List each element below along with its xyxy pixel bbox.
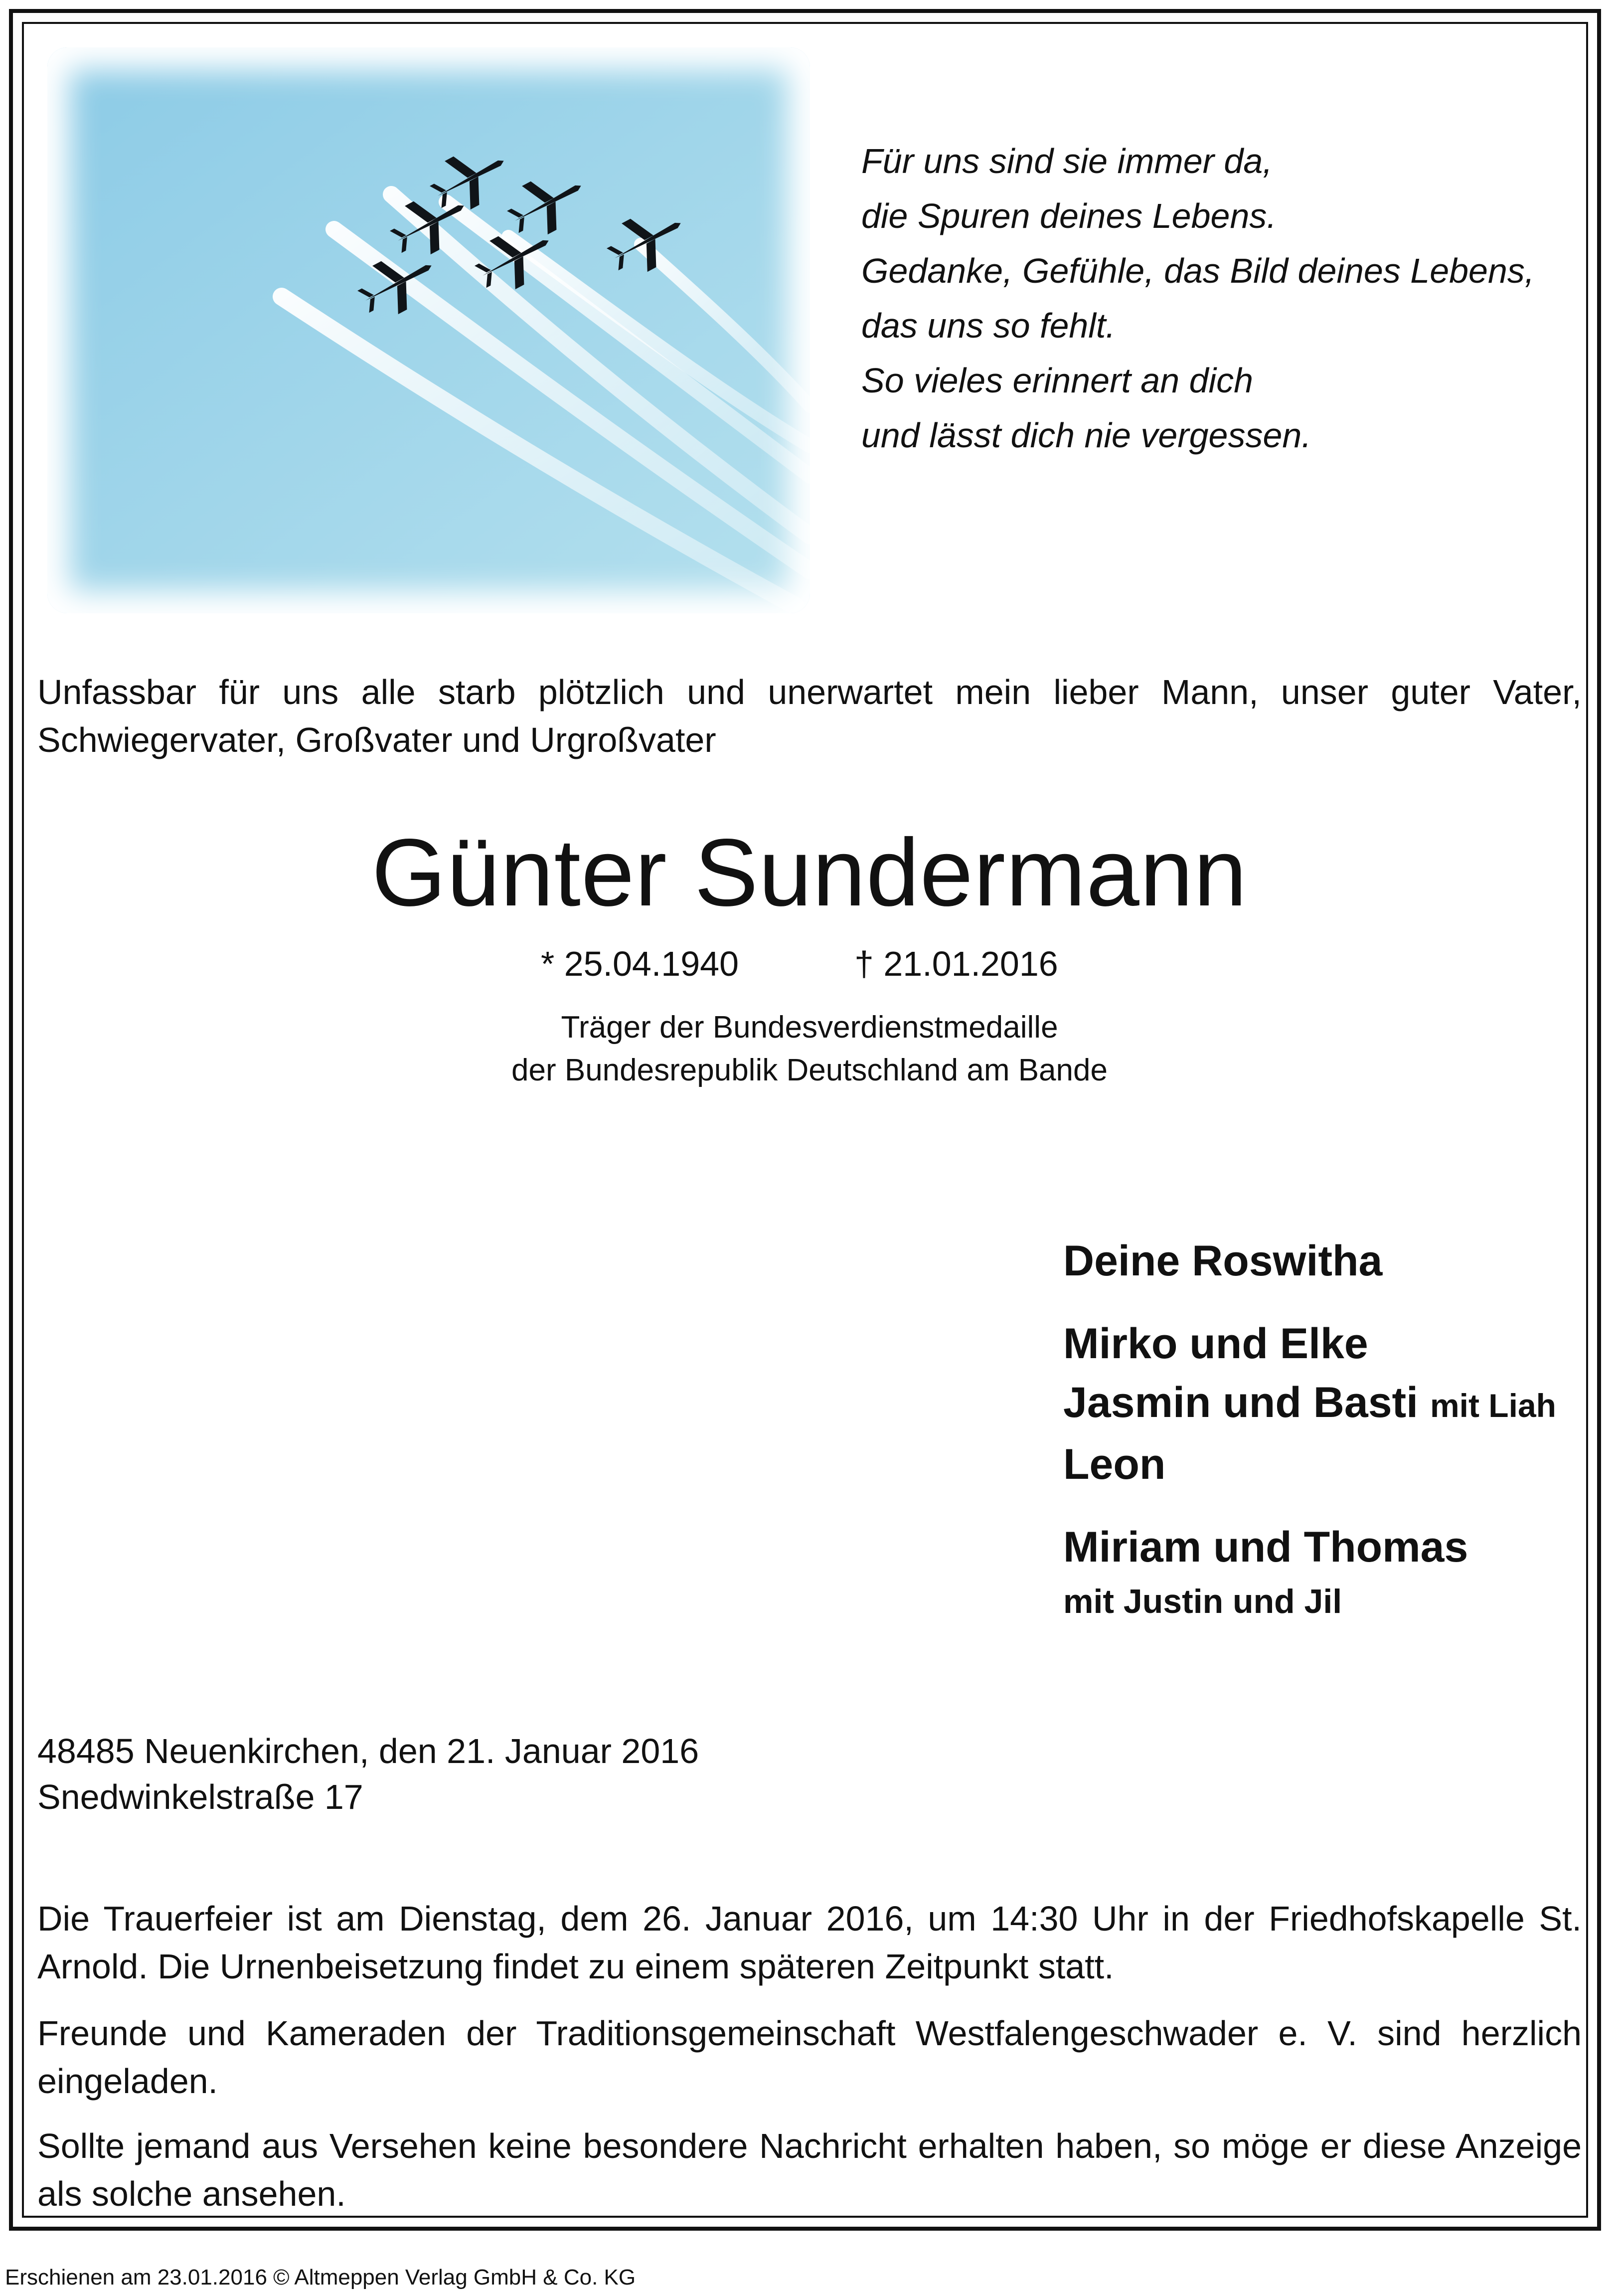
notice-paragraph: Sollte jemand aus Versehen keine besondere Nachricht erhalten haben, so möge er diese Anzeige als solche ansehen. [37, 2126, 1582, 2213]
poem-line: die Spuren deines Lebens. [861, 196, 1277, 235]
family-signatures [1063, 1232, 1592, 1626]
family-member: Deine Roswitha [1063, 1237, 1383, 1285]
family-member: Miriam und Thomas [1063, 1523, 1468, 1571]
poem-line: Für uns sind sie immer da, [861, 142, 1273, 180]
poem-line: So vieles erinnert an dich [861, 361, 1253, 400]
memorial-photo [47, 47, 810, 613]
jets-formation-icon [47, 47, 810, 613]
address-line: 48485 Neuenkirchen, den 21. Januar 2016 [37, 1732, 699, 1770]
intro-text: Unfassbar für uns alle starb plötzlich und unerwartet mein lieber Mann, unser guter Vater, Schwiegervater, Großvater und Urgroßvater [37, 673, 1582, 759]
family-member: Mirko und Elke [1063, 1320, 1368, 1368]
family-member [1063, 1373, 1592, 1435]
honor-text [0, 1006, 1619, 1092]
memorial-poem [861, 134, 1589, 463]
family-member-suffix: mit Liah [1430, 1387, 1556, 1424]
honor-line: der Bundesrepublik Deutschland am Bande [511, 1053, 1108, 1087]
family-member-sub: mit Justin und Jil [1063, 1583, 1342, 1620]
funeral-info-paragraph: Die Trauerfeier ist am Dienstag, dem 26. Januar 2016, um 14:30 Uhr in der Friedhofskapelle St. Arnold. Die Urnenbeisetzung findet zu einem späteren Zeitpunkt statt. [37, 1899, 1582, 1986]
poem-line: Gedanke, Gefühle, das Bild deines Lebens, [861, 251, 1535, 290]
honor-line: Träger der Bundesverdienstmedaille [561, 1010, 1058, 1045]
publication-footer: Erschienen am 23.01.2016 © Altmeppen Verlag GmbH & Co. KG [5, 2265, 636, 2290]
family-member-name: Jasmin und Basti [1063, 1379, 1419, 1426]
invitation-paragraph: Freunde und Kameraden der Traditionsgemeinschaft Westfalengeschwader e. V. sind herzlich eingeladen. [37, 2014, 1582, 2101]
address-block [37, 1728, 835, 1820]
poem-line: und lässt dich nie vergessen. [861, 416, 1311, 455]
birth-date: * 25.04.1940 [541, 944, 739, 983]
poem-line: das uns so fehlt. [861, 306, 1116, 345]
deceased-name: Günter Sundermann [371, 819, 1248, 926]
address-line: Snedwinkelstraße 17 [37, 1777, 363, 1816]
death-date: † 21.01.2016 [854, 944, 1058, 983]
family-member: Leon [1063, 1440, 1166, 1488]
